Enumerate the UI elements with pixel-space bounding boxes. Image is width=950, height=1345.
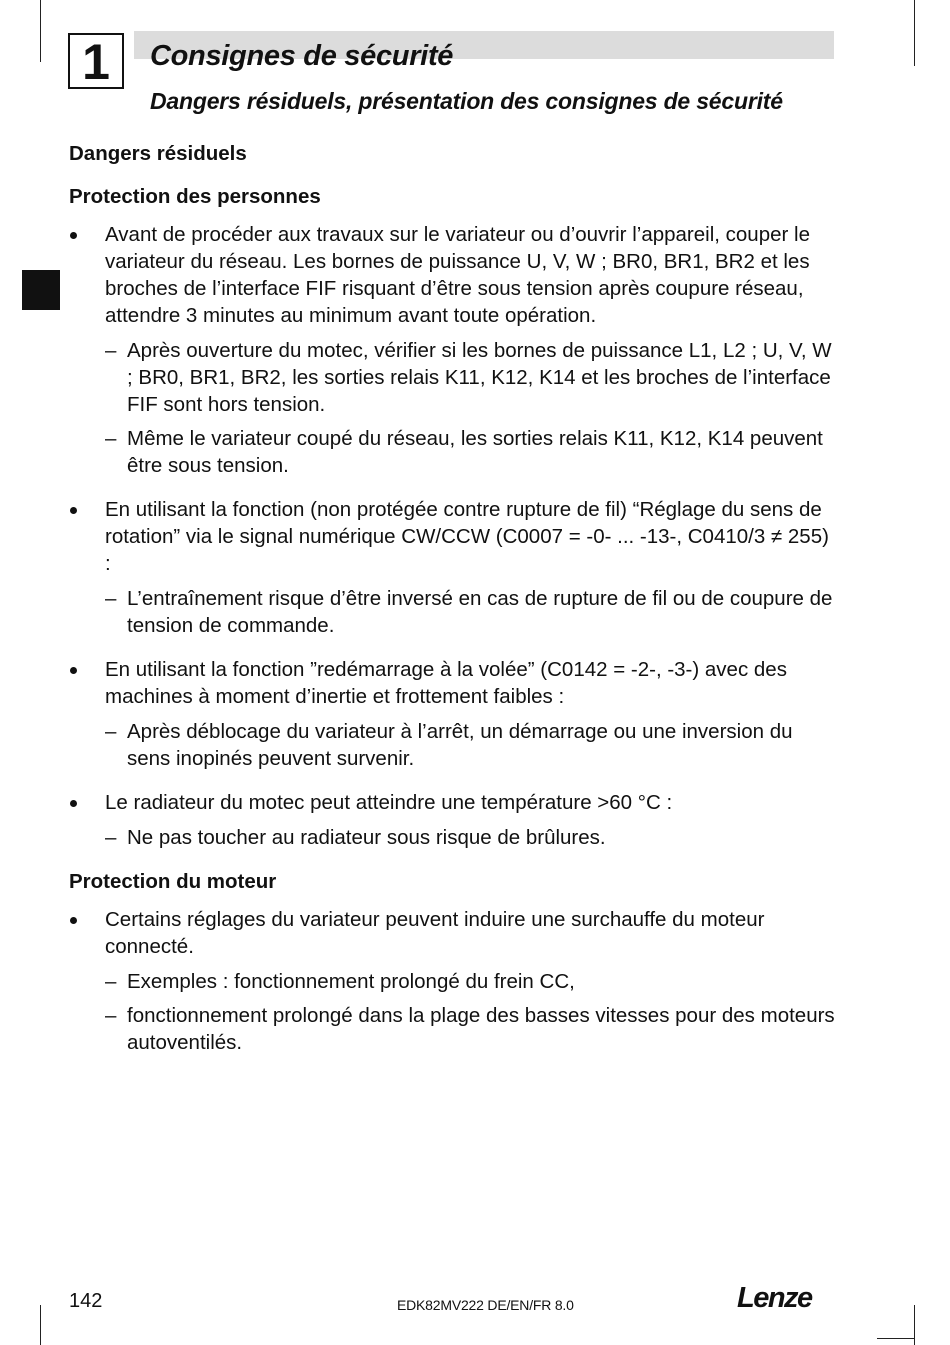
sub-list-item-text: Après ouverture du motec, vérifier si les bornes de puissance L1, L2 ; U, V, W ; BR0, BR1, BR2, les sorties relais K11, K12, K14 et les broches de l’interface FIF sont hors tension. <box>127 339 832 416</box>
sub-list-item <box>69 718 839 772</box>
sub-list-item <box>69 824 839 851</box>
crop-mark <box>877 1338 915 1339</box>
sub-list-item-text: Même le variateur coupé du réseau, les sorties relais K11, K12, K14 peuvent être sous tension. <box>127 427 823 477</box>
sub-list-item <box>69 1002 839 1056</box>
sub-list-item-text: Ne pas toucher au radiateur sous risque de brûlures. <box>127 826 606 849</box>
motor-heading: Protection du moteur <box>69 870 277 893</box>
persons-heading: Protection des personnes <box>69 185 321 208</box>
page-number: 142 <box>69 1290 103 1312</box>
sub-list-item-text: L’entraînement risque d’être inversé en cas de rupture de fil ou de coupure de tension de commande. <box>127 587 833 637</box>
dash-icon: – <box>105 339 117 362</box>
main-content <box>69 140 839 1063</box>
list-item-text: Avant de procéder aux travaux sur le variateur ou d’ouvrir l’appareil, couper le variateur du réseau. Les bornes de puissance U, V, W ; BR0, BR1, BR2 et les broches de l’interface FIF risquant d’être sous tension après coupure réseau, attendre 3 minutes au minimum avant toute opération. <box>105 223 810 327</box>
lenze-logo: Lenze <box>737 1282 812 1314</box>
crop-mark <box>40 0 41 62</box>
bullet-icon <box>70 800 77 807</box>
dash-icon: – <box>105 1004 117 1027</box>
page-subtitle: Dangers résiduels, présentation des consignes de sécurité <box>150 88 783 114</box>
list-item <box>69 906 839 960</box>
dash-icon: – <box>105 826 117 849</box>
sub-list-item-text: Après déblocage du variateur à l’arrêt, un démarrage ou une inversion du sens inopinés peuvent survenir. <box>127 720 793 770</box>
crop-mark <box>914 1305 915 1345</box>
crop-mark <box>914 0 915 66</box>
list-item-text: Certains réglages du variateur peuvent induire une surchauffe du moteur connecté. <box>105 908 765 958</box>
sub-list-item <box>69 968 839 995</box>
list-item <box>69 789 839 816</box>
bullet-icon <box>70 232 77 239</box>
list-item-text: En utilisant la fonction (non protégée contre rupture de fil) “Réglage du sens de rotation” via le signal numérique CW/CCW (C0007 = -0- ... -13-, C0410/3 ≠ 255) : <box>105 498 829 575</box>
list-item-text: Le radiateur du motec peut atteindre une température >60 °C : <box>105 791 673 814</box>
sub-list-item <box>69 337 839 418</box>
bullet-icon <box>70 507 77 514</box>
list-item <box>69 221 839 329</box>
bullet-icon <box>70 917 77 924</box>
sub-list-item <box>69 585 839 639</box>
dash-icon: – <box>105 970 117 993</box>
dash-icon: – <box>105 587 117 610</box>
page-title: Consignes de sécurité <box>150 40 454 72</box>
sub-list-item-text: Exemples : fonctionnement prolongé du frein CC, <box>127 970 575 993</box>
sub-list-item-text: fonctionnement prolongé dans la plage des basses vitesses pour des moteurs autoventilés. <box>127 1004 835 1054</box>
chapter-side-tab <box>22 270 60 310</box>
chapter-number-box: 1 <box>68 33 124 89</box>
bullet-icon <box>70 667 77 674</box>
list-item-text: En utilisant la fonction ”redémarrage à la volée” (C0142 = -2-, -3-) avec des machines à moment d’inertie et frottement faibles : <box>105 658 787 708</box>
document-code: EDK82MV222 DE/EN/FR 8.0 <box>397 1297 574 1313</box>
dash-icon: – <box>105 427 117 450</box>
list-item <box>69 656 839 710</box>
list-item <box>69 496 839 577</box>
crop-mark <box>40 1305 41 1345</box>
sub-list-item <box>69 425 839 479</box>
dash-icon: – <box>105 720 117 743</box>
section-heading: Dangers résiduels <box>69 142 247 165</box>
